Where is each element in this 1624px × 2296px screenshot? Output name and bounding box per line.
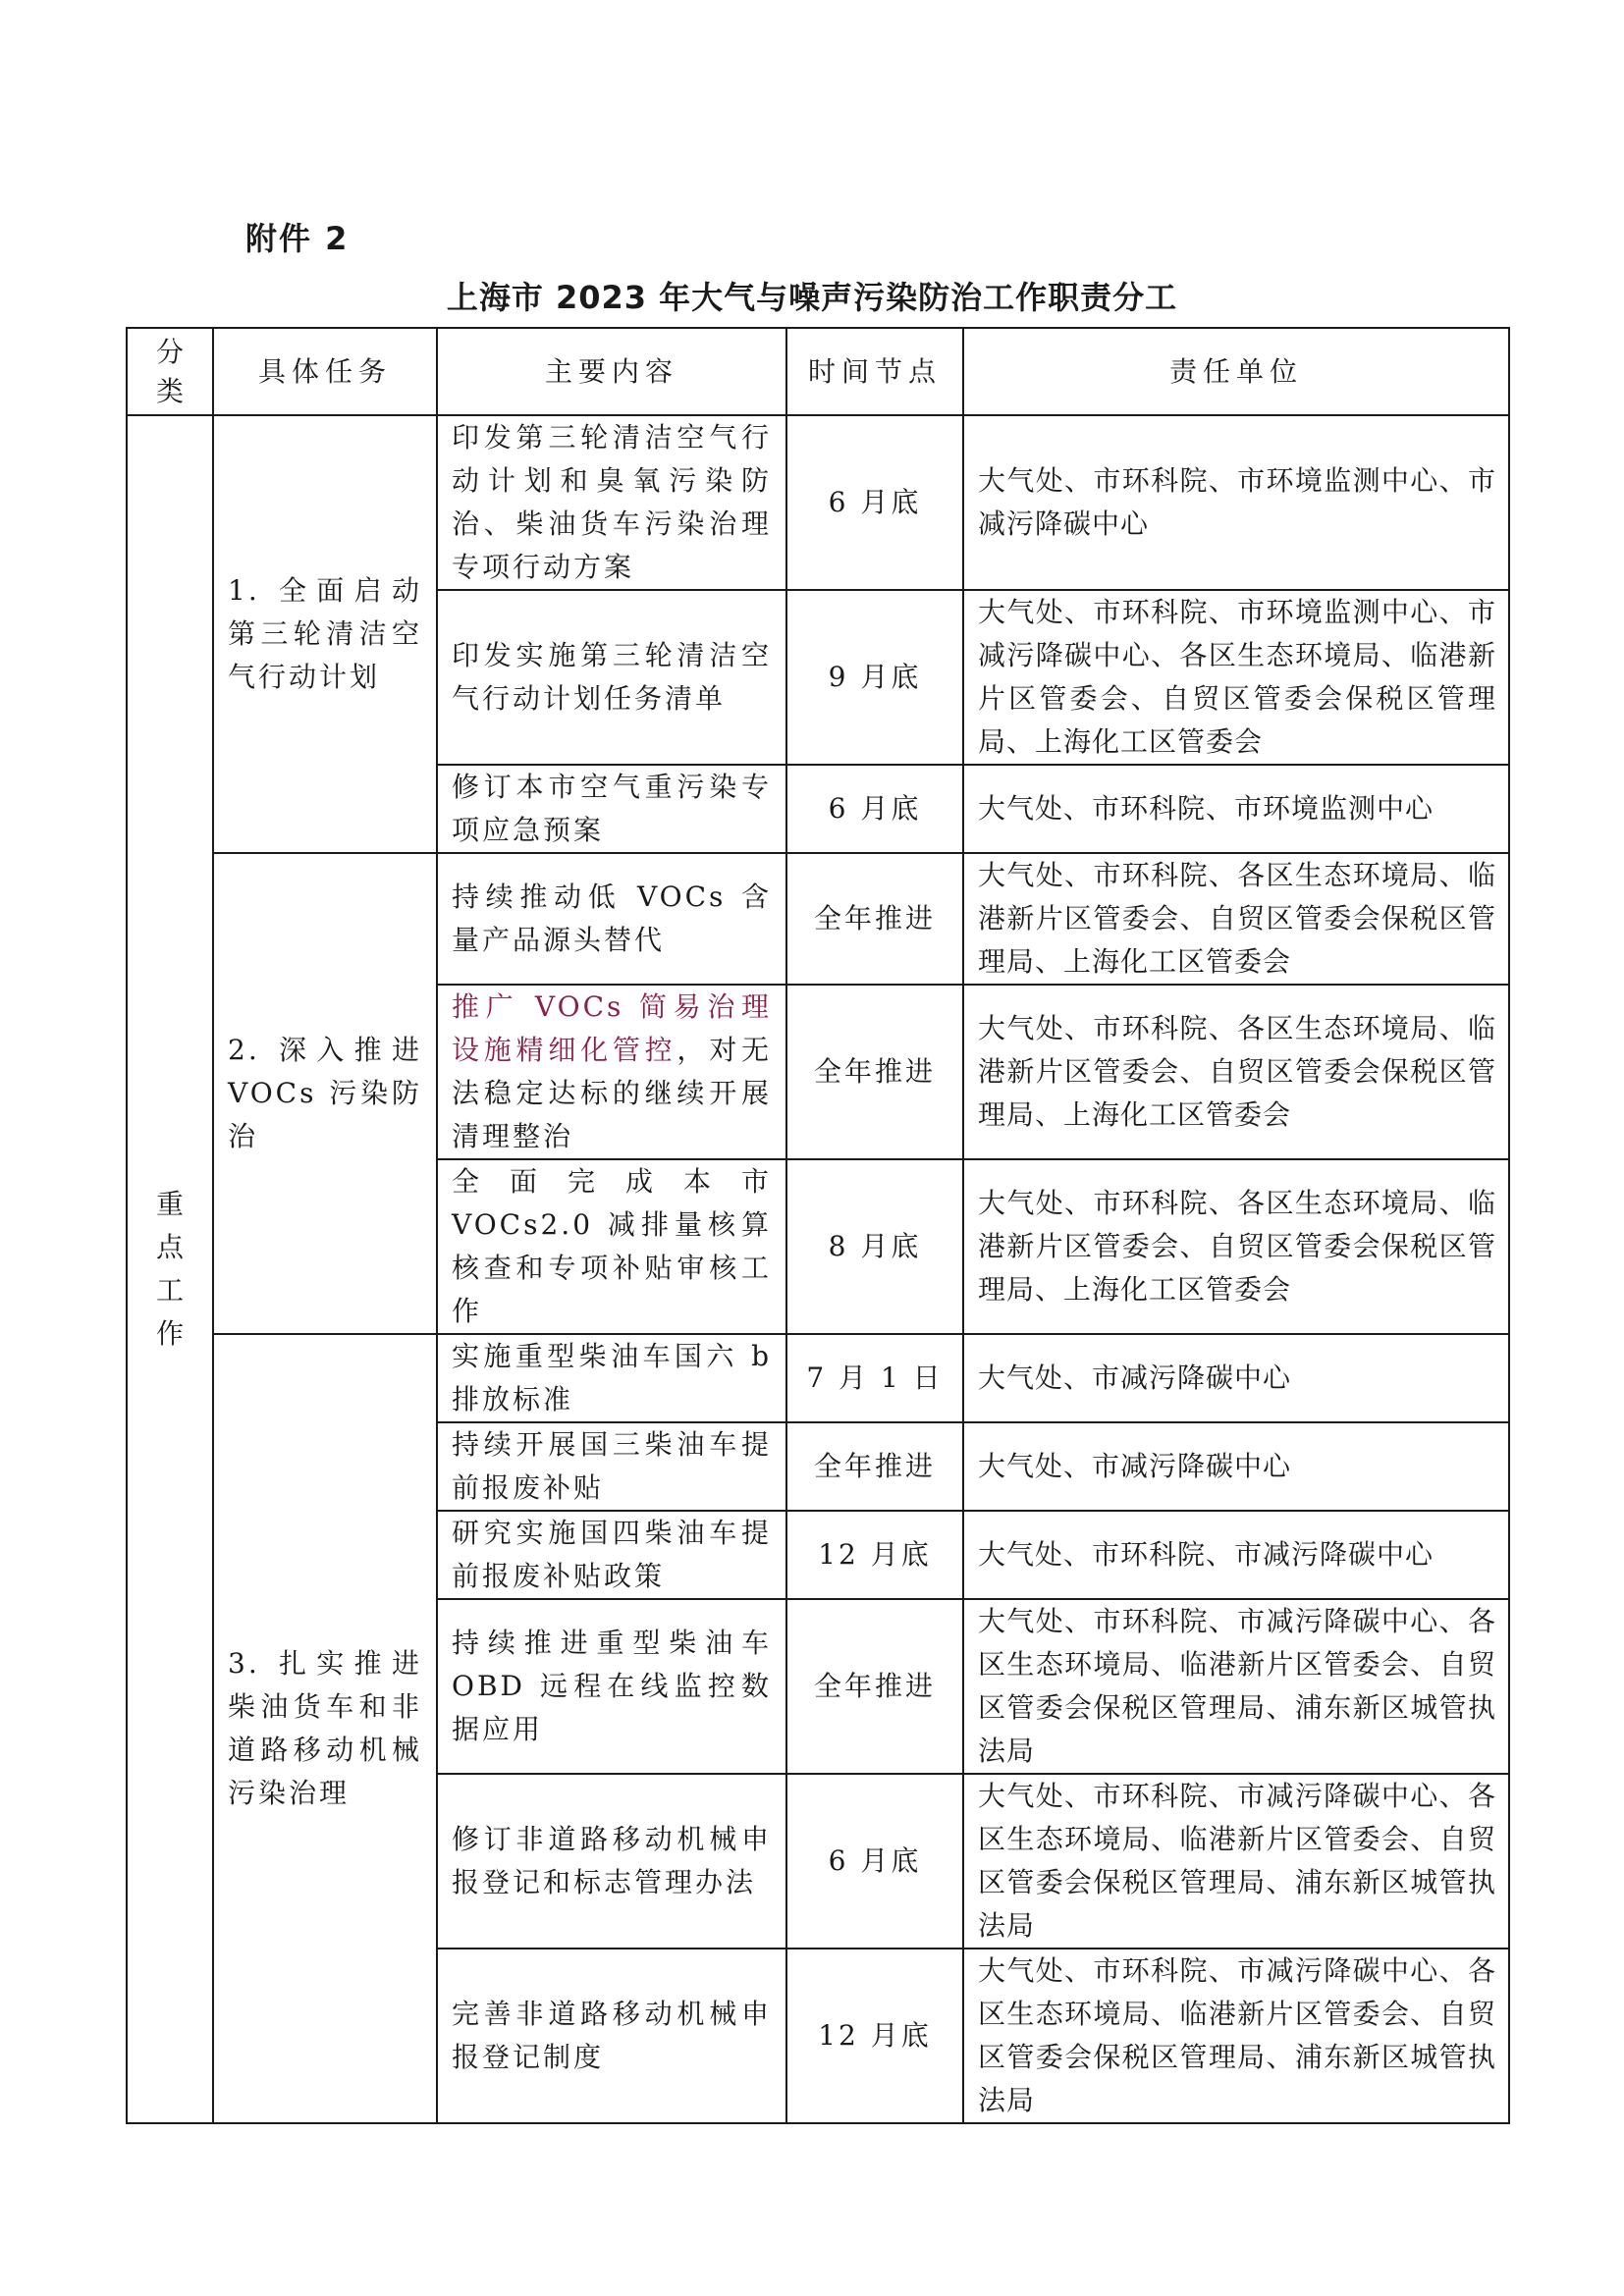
time-cell: 全年推进 (786, 985, 963, 1159)
header-category: 分类 (127, 328, 213, 415)
header-responsible: 责任单位 (963, 328, 1509, 415)
responsible-cell: 大气处、市环科院、市环境监测中心 (963, 765, 1509, 853)
responsible-cell: 大气处、市环科院、各区生态环境局、临港新片区管委会、自贸区管委会保税区管理局、上海化工区管委会 (963, 853, 1509, 985)
header-content: 主要内容 (437, 328, 786, 415)
content-cell: 实施重型柴油车国六 b 排放标准 (437, 1334, 786, 1422)
content-cell: 推广 VOCs 简易治理设施精细化管控，对无法稳定达标的继续开展清理整治 (437, 985, 786, 1159)
category-cell: 重点工作 (127, 415, 213, 2123)
responsible-cell: 大气处、市环科院、市减污降碳中心、各区生态环境局、临港新片区管委会、自贸区管委会保税区管理局、浦东新区城管执法局 (963, 1774, 1509, 1949)
time-cell: 7 月 1 日 (786, 1334, 963, 1422)
attachment-label: 附件 2 (245, 220, 350, 257)
highlighted-text: 推广 VOCs 简易治理设施精细化管控 (452, 990, 772, 1066)
table-header-row (127, 328, 1509, 415)
content-cell: 修订非道路移动机械申报登记和标志管理办法 (437, 1774, 786, 1949)
responsible-cell: 大气处、市减污降碳中心 (963, 1422, 1509, 1511)
responsible-cell: 大气处、市环科院、市减污降碳中心、各区生态环境局、临港新片区管委会、自贸区管委会保税区管理局、浦东新区城管执法局 (963, 1599, 1509, 1774)
task-cell-1: 1. 全面启动第三轮清洁空气行动计划 (213, 415, 437, 853)
task-cell-3: 3. 扎实推进柴油货车和非道路移动机械污染治理 (213, 1334, 437, 2123)
responsible-cell: 大气处、市环科院、市减污降碳中心、各区生态环境局、临港新片区管委会、自贸区管委会保税区管理局、浦东新区城管执法局 (963, 1949, 1509, 2123)
content-cell: 印发第三轮清洁空气行动计划和臭氧污染防治、柴油货车污染治理专项行动方案 (437, 415, 786, 590)
table-row (127, 415, 1509, 590)
time-cell: 8 月底 (786, 1159, 963, 1334)
responsibility-table (126, 327, 1510, 2124)
responsible-cell: 大气处、市减污降碳中心 (963, 1334, 1509, 1422)
time-cell: 6 月底 (786, 1774, 963, 1949)
content-cell: 全面完成本市 VOCs2.0 减排量核算核查和专项补贴审核工作 (437, 1159, 786, 1334)
document-title: 上海市 2023 年大气与噪声污染防治工作职责分工 (446, 279, 1178, 316)
responsible-cell: 大气处、市环科院、市环境监测中心、市减污降碳中心 (963, 415, 1509, 590)
content-cell: 研究实施国四柴油车提前报废补贴政策 (437, 1511, 786, 1599)
content-cell: 持续推进重型柴油车 OBD 远程在线监控数据应用 (437, 1599, 786, 1774)
task-cell-2: 2. 深入推进 VOCs 污染防治 (213, 853, 437, 1334)
responsible-cell: 大气处、市环科院、各区生态环境局、临港新片区管委会、自贸区管委会保税区管理局、上海化工区管委会 (963, 1159, 1509, 1334)
content-cell: 持续推动低 VOCs 含量产品源头替代 (437, 853, 786, 985)
time-cell: 全年推进 (786, 1422, 963, 1511)
content-cell: 持续开展国三柴油车提前报废补贴 (437, 1422, 786, 1511)
time-cell: 6 月底 (786, 765, 963, 853)
time-cell: 12 月底 (786, 1511, 963, 1599)
content-cell: 印发实施第三轮清洁空气行动计划任务清单 (437, 590, 786, 765)
table-row (127, 1334, 1509, 1422)
header-task: 具体任务 (213, 328, 437, 415)
time-cell: 12 月底 (786, 1949, 963, 2123)
responsible-cell: 大气处、市环科院、各区生态环境局、临港新片区管委会、自贸区管委会保税区管理局、上海化工区管委会 (963, 985, 1509, 1159)
content-cell: 修订本市空气重污染专项应急预案 (437, 765, 786, 853)
time-cell: 9 月底 (786, 590, 963, 765)
time-cell: 全年推进 (786, 853, 963, 985)
time-cell: 全年推进 (786, 1599, 963, 1774)
content-cell: 完善非道路移动机械申报登记制度 (437, 1949, 786, 2123)
responsible-cell: 大气处、市环科院、市环境监测中心、市减污降碳中心、各区生态环境局、临港新片区管委会、自贸区管委会保税区管理局、上海化工区管委会 (963, 590, 1509, 765)
time-cell: 6 月底 (786, 415, 963, 590)
responsible-cell: 大气处、市环科院、市减污降碳中心 (963, 1511, 1509, 1599)
table-row (127, 853, 1509, 985)
header-time: 时间节点 (786, 328, 963, 415)
